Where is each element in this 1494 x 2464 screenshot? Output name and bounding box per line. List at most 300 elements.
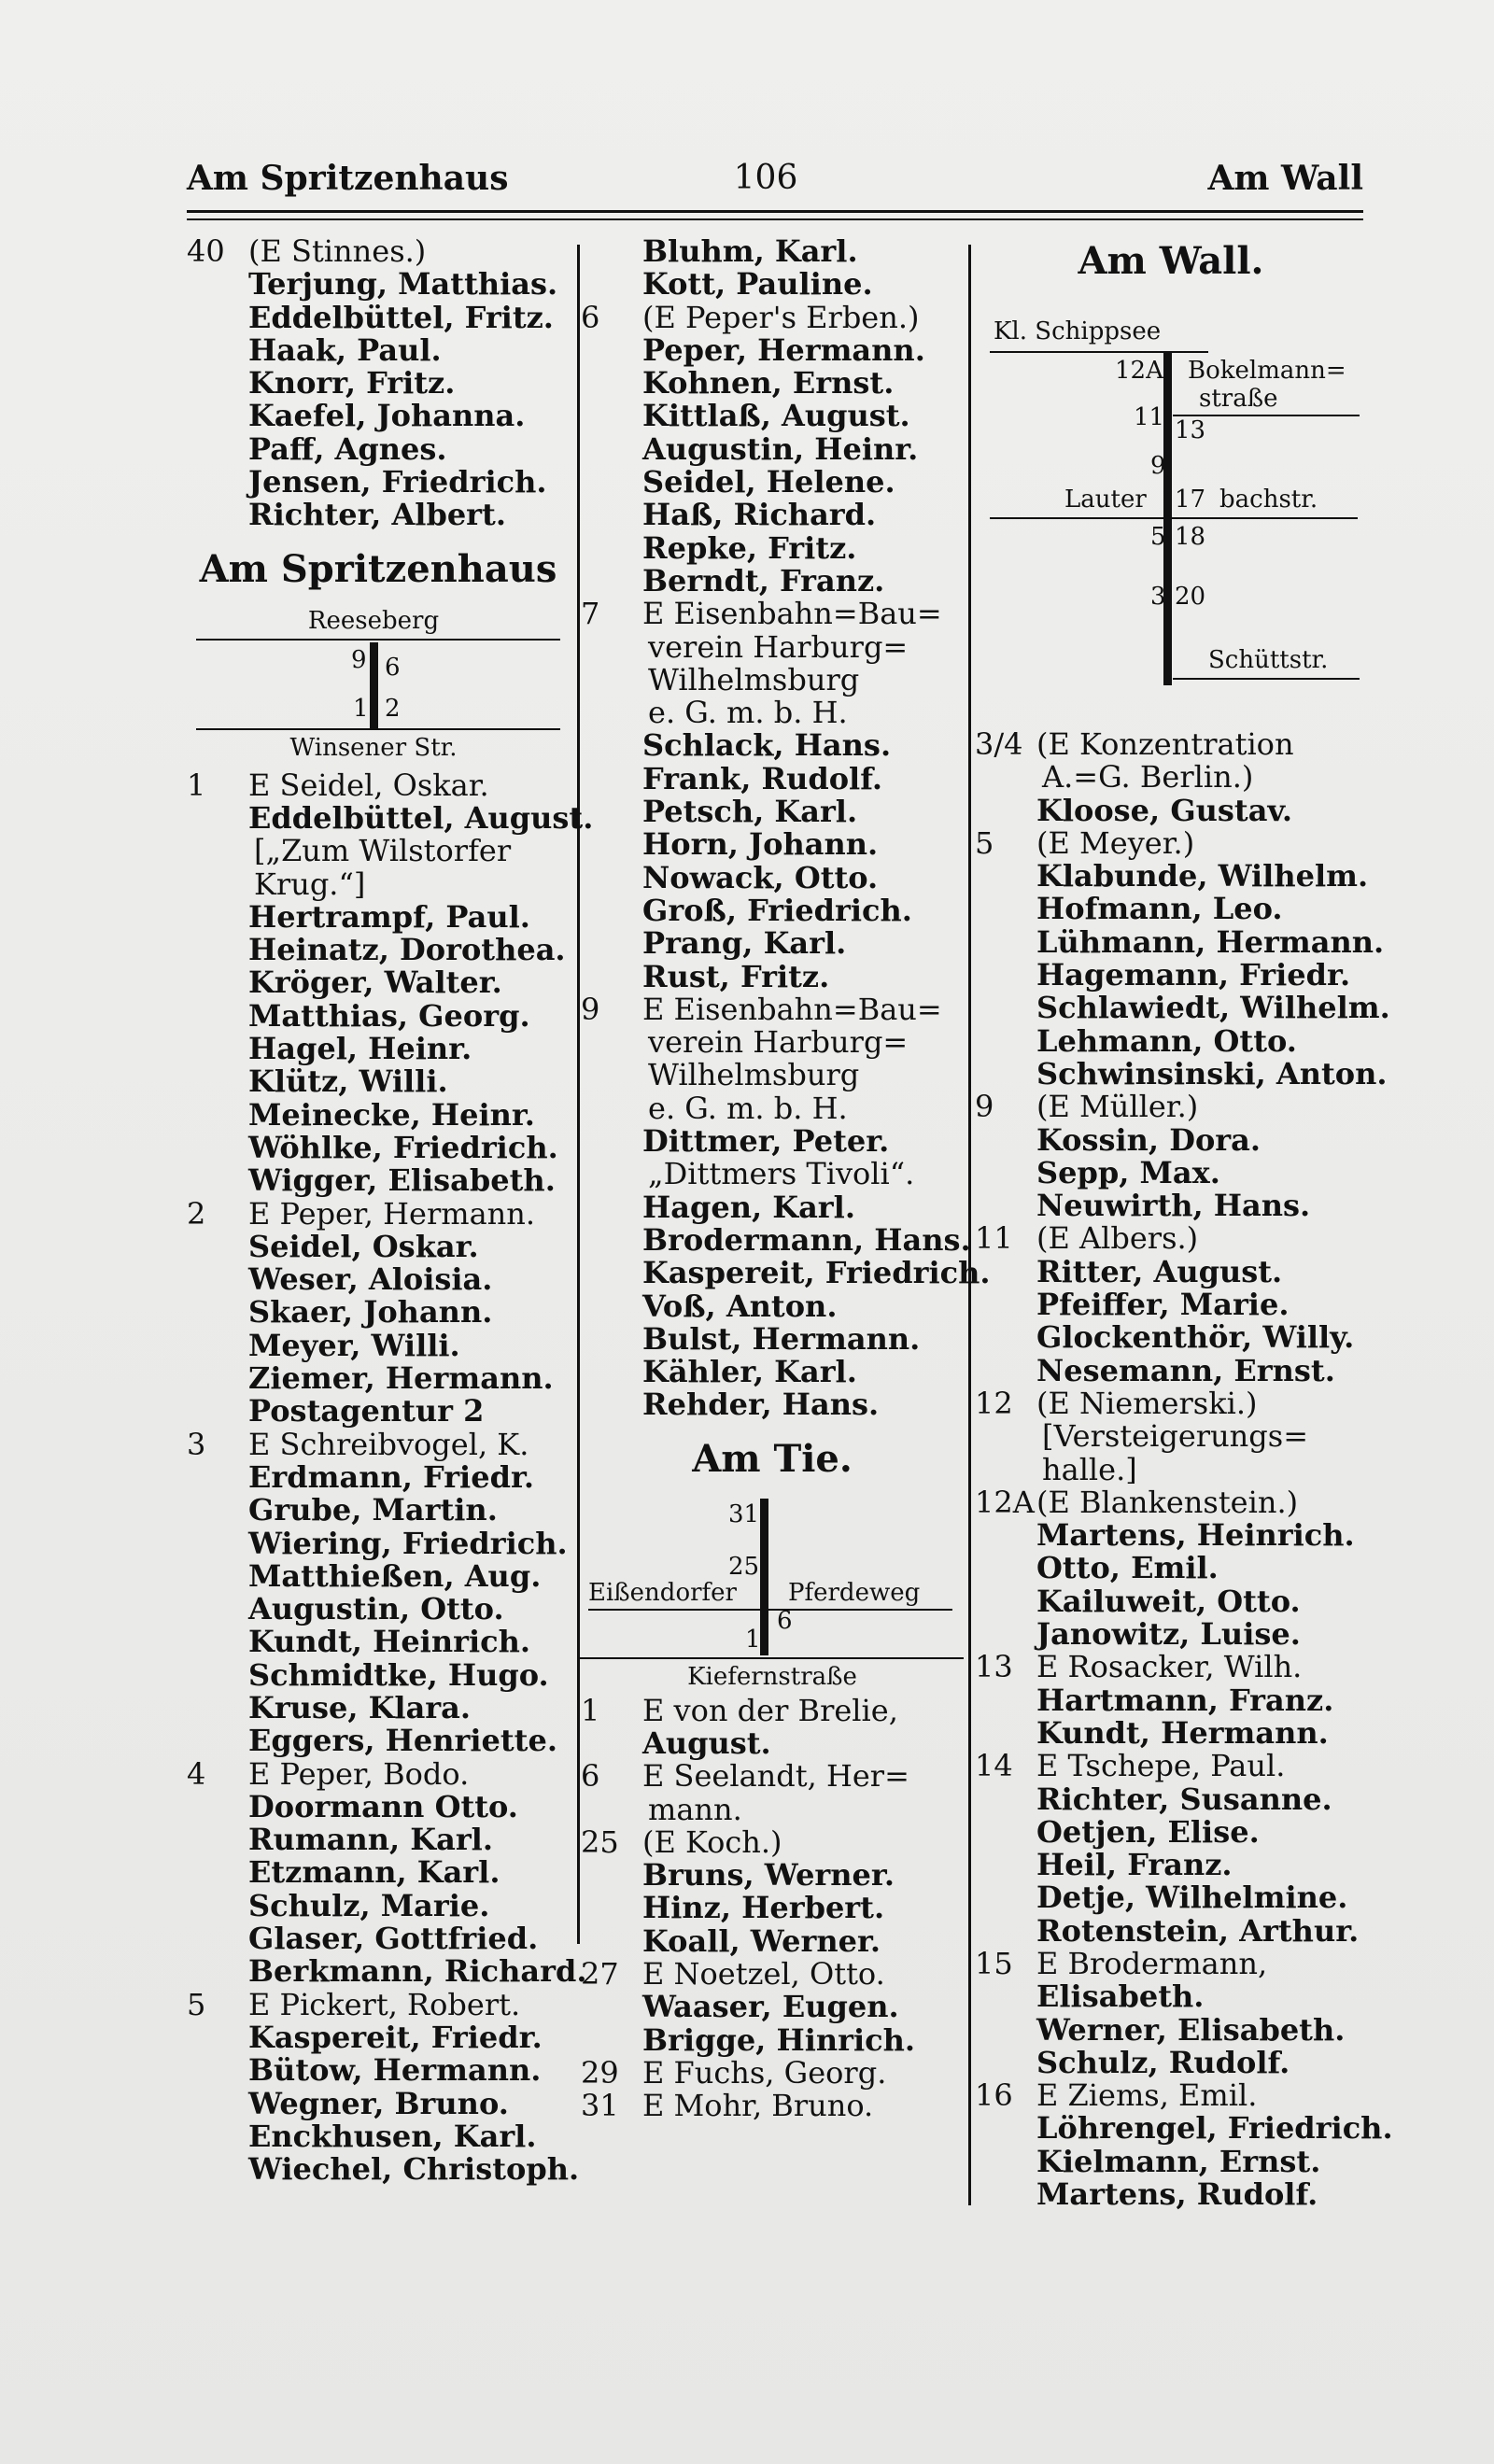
directory-entry [581,268,964,301]
directory-entry [975,1420,1367,1453]
house-number-25: 25 [728,1552,760,1581]
resident-name: Klütz, Willi. [248,1063,448,1100]
entry-text: mann. [648,1791,742,1827]
cross-street-eissendorfer: Eißendorfer [588,1578,737,1607]
directory-entry [975,1684,1367,1717]
header-rule-thin [187,218,1363,220]
house-number-5: 5 [1150,523,1166,551]
resident-name: Nowack, Otto. [642,859,879,895]
resident-name: Hofmann, Leo. [1036,891,1283,927]
house-number: 25 [581,1823,619,1860]
resident-name: Wöhlke, Friedrich. [248,1129,558,1165]
resident-name: Detje, Wilhelmine. [1036,1880,1348,1916]
column-separator-1 [577,245,580,1944]
resident-name: Meinecke, Heinr. [248,1096,535,1133]
entry-text: E Ziems, Emil. [1036,2077,1258,2114]
house-number: 2 [187,1195,206,1232]
directory-entry [187,1327,570,1363]
resident-name: Schwinsinski, Anton. [1036,1055,1388,1091]
directory-entry [581,894,964,927]
entry-text: E Pickert, Robert. [248,1986,521,2022]
resident-name: Glockenthör, Willy. [1036,1319,1355,1356]
entry-text: E Fuchs, Georg. [642,2054,887,2091]
directory-entry [187,1725,570,1757]
street-diagram-spritzenhaus [187,605,570,764]
diagram-schutt-line [1173,678,1360,680]
directory-entry [975,1750,1367,1782]
cross-street-reeseberg: Reeseberg [307,606,440,635]
resident-name: Bulst, Hermann. [642,1320,921,1357]
resident-name: Neuwirth, Hans. [1036,1188,1311,1224]
directory-entry [581,1092,964,1125]
house-number: 12 [975,1385,1013,1421]
house-number: 12A [975,1484,1035,1520]
directory-entry [581,367,964,400]
directory-entry [975,1714,1367,1751]
directory-entry [187,430,570,467]
directory-entry [581,1892,964,1924]
house-number: 16 [975,2077,1013,2114]
header-right: Am Wall [1207,159,1363,198]
directory-entry [187,1395,570,1428]
directory-entry [187,331,570,368]
house-number-17: 17 [1175,486,1206,514]
directory-entry [581,1692,964,1728]
header-left: Am Spritzenhaus [187,159,509,198]
directory-entry [975,959,1367,992]
directory-entry [581,1958,964,1991]
directory-entry [187,2085,570,2121]
col1-entries-bottom [187,767,594,2188]
resident-name: Koall, Werner. [642,1922,881,1959]
directory-entry [187,1557,570,1594]
resident-name: Kossin, Dora. [1036,1121,1261,1158]
entry-text: (E Konzentration [1036,726,1294,762]
entry-text: [Versteigerungs= [1042,1418,1308,1455]
directory-entry [187,868,570,901]
house-number-6: 6 [777,1606,793,1635]
entry-text: E Seelandt, Her= [642,1758,909,1795]
directory-entry [581,1727,964,1760]
resident-name: Brodermann, Hans. [642,1221,971,1258]
column-3 [975,235,1393,2213]
directory-entry [581,1320,964,1357]
resident-name: Klabunde, Wilhelm. [1036,858,1369,894]
resident-name: Seidel, Helene. [642,464,895,500]
col2-entries-bottom [581,1692,964,2124]
street-title-spritzenhaus: Am Spritzenhaus [199,546,557,591]
directory-entry [975,1618,1367,1651]
resident-name: Eddelbüttel, August. [248,799,594,836]
house-number: 1 [187,767,206,803]
resident-name: Schlack, Hans. [642,727,892,764]
house-number: 5 [187,1986,206,2022]
directory-entry [975,1813,1367,1850]
directory-entry [187,1922,570,1955]
resident-name: Brigge, Hinrich. [642,2021,916,2058]
directory-entry [187,1986,570,2022]
directory-entry [581,828,964,861]
entry-text: (E Müller.) [1036,1089,1199,1125]
directory-entry [975,1783,1367,1816]
house-number: 5 [975,824,994,861]
directory-entry [581,1191,964,1224]
directory-entry [187,367,570,400]
directory-entry [187,769,570,802]
resident-name: Kaefel, Johanna. [248,398,526,434]
house-number: 11 [975,1220,1013,1257]
house-number-11: 11 [1134,403,1165,431]
directory-entry [581,1158,964,1190]
resident-name: Elisabeth. [1036,1978,1205,2015]
house-number-9: 9 [1150,452,1166,480]
entry-text: E Mohr, Bruno. [642,2088,874,2124]
directory-entry [581,529,964,566]
resident-name: Terjung, Matthias. [248,266,558,303]
house-number: 6 [581,1758,600,1795]
directory-entry [975,761,1367,794]
house-number: 4 [187,1755,206,1792]
resident-name: Lehmann, Otto. [1036,1022,1297,1059]
resident-name: Augustin, Heinr. [642,430,919,467]
resident-name: Paff, Agnes. [248,430,447,467]
directory-entry [975,2110,1393,2147]
resident-name: Bütow, Hermann. [248,2052,542,2089]
resident-name: Rumann, Karl. [248,1822,493,1858]
column-1 [187,233,594,2188]
resident-name: Matthias, Georg. [248,997,530,1034]
entry-text: verein Harburg= [648,628,909,665]
entry-text: „Dittmers Tivoli“. [648,1156,915,1192]
resident-name: Frank, Rudolf. [642,760,882,796]
directory-entry [187,2120,570,2153]
directory-entry [975,1552,1367,1584]
entry-text: E Peper, Bodo. [248,1755,470,1792]
resident-name: Horn, Johann. [642,826,879,863]
resident-name: Postagentur 2 [248,1393,485,1429]
directory-entry [975,923,1385,960]
directory-entry [187,1164,570,1197]
resident-name: Kundt, Heinrich. [248,1624,530,1660]
directory-entry [581,1760,964,1793]
directory-entry [581,1991,964,2023]
entry-text: e. G. m. b. H. [648,695,848,731]
entry-text: E Tschepe, Paul. [1036,1748,1286,1784]
resident-name: Kloose, Gustav. [1036,792,1292,828]
house-number: 13 [975,1649,1013,1685]
resident-name: Grube, Martin. [248,1492,498,1528]
directory-entry [975,728,1367,761]
directory-entry [975,860,1367,893]
directory-entry [187,997,570,1034]
resident-name: Wigger, Elisabeth. [248,1162,556,1199]
resident-name: Meyer, Willi. [248,1327,460,1363]
resident-name: Rotenstein, Arthur. [1036,1912,1360,1949]
directory-entry [975,1288,1367,1321]
resident-name: Berndt, Franz. [642,562,885,598]
directory-entry [187,400,570,432]
directory-entry [581,299,964,335]
resident-name: Wiering, Friedrich. [248,1525,568,1561]
house-number-3: 3 [1150,583,1166,611]
directory-entry [975,1519,1367,1552]
resident-name: Bruns, Werner. [642,1857,895,1894]
entry-text: (E Stinnes.) [248,233,427,269]
directory-entry [975,1486,1367,1519]
resident-name: Kittlaß, August. [642,398,910,434]
directory-entry [975,1091,1367,1123]
page-number: 106 [733,159,798,197]
column-2 [581,233,991,2124]
directory-entry [581,993,964,1026]
street-title-wall: Am Wall. [1078,239,1264,283]
entry-text: verein Harburg= [648,1024,909,1061]
resident-name: Prang, Karl. [642,925,847,962]
resident-name: Oetjen, Elise. [1036,1813,1260,1850]
entry-text: E von der Brelie, [642,1692,898,1728]
directory-entry [975,1022,1367,1059]
directory-entry [187,2054,570,2087]
entry-text: E Seidel, Oskar. [248,767,489,803]
cross-street-schuettstr: Schüttstr. [1208,646,1329,674]
resident-name: Jensen, Friedrich. [248,464,547,500]
directory-entry [581,1859,964,1892]
house-number: 15 [975,1945,1013,1981]
directory-entry [187,299,570,335]
resident-name: Wegner, Bruno. [248,2085,509,2121]
house-number-6: 6 [385,653,401,682]
house-number-18: 18 [1175,523,1206,551]
house-number: 27 [581,1956,619,1992]
diagram-street-bar [760,1499,768,1655]
col3-entries [975,726,1393,2213]
resident-name: Lühmann, Hermann. [1036,923,1385,960]
house-number-2: 2 [385,694,401,723]
directory-entry [187,1458,570,1495]
resident-name: Hagemann, Friedr. [1036,957,1351,993]
resident-name: Voß, Anton. [642,1288,838,1324]
directory-entry [975,1912,1367,1949]
resident-name: Eggers, Henriette. [248,1723,557,1759]
directory-entry [975,1980,1367,2013]
directory-entry [975,1585,1367,1618]
directory-entry [581,1922,964,1959]
diagram-lauterbach-line [990,517,1358,519]
diagram-top-line [990,351,1208,353]
directory-entry [975,2044,1367,2080]
house-number-1: 1 [353,694,369,723]
entry-text: (E Koch.) [642,1823,782,1860]
resident-name: Hinz, Herbert. [642,1890,885,1926]
resident-name: Schmidtke, Hugo. [248,1656,549,1693]
resident-name: Glaser, Gottfried. [248,1921,539,1957]
directory-entry [581,661,964,697]
resident-name: Heil, Franz. [1036,1847,1233,1883]
resident-name: Kröger, Walter. [248,964,502,1001]
entry-text: e. G. m. b. H. [648,1090,848,1126]
resident-name: Peper, Hermann. [642,331,925,368]
house-number-1: 1 [745,1625,761,1654]
house-number: 3/4 [975,726,1023,762]
house-number-31: 31 [728,1500,760,1528]
directory-entry [975,990,1390,1026]
resident-name: Schulz, Marie. [248,1887,490,1923]
directory-entry [187,1788,570,1824]
directory-entry [581,430,964,467]
directory-entry [187,1494,570,1527]
directory-entry [187,1755,570,1792]
directory-entry [187,1953,587,1990]
resident-name: Löhrengel, Friedrich. [1036,2110,1393,2147]
directory-entry [581,958,964,994]
directory-entry [975,2011,1367,2048]
directory-entry [975,1321,1367,1354]
entry-text: (E Blankenstein.) [1036,1484,1299,1520]
resident-name: Kaspereit, Friedrich. [642,1255,991,1291]
directory-entry [187,966,570,999]
resident-name: Rust, Fritz. [642,958,830,994]
entry-text: E Eisenbahn=Bau= [642,991,942,1027]
entry-text: [„Zum Wilstorfer [254,833,512,869]
resident-name: Weser, Aloisia. [248,1261,493,1298]
directory-entry [581,628,964,665]
directory-entry [187,1426,570,1462]
directory-entry [187,1228,570,1264]
directory-entry [581,1255,991,1291]
directory-entry [187,898,570,935]
diagram-street-bar [370,642,378,728]
directory-entry [975,1849,1367,1881]
directory-entry [187,1887,570,1923]
directory-entry [187,1096,570,1133]
directory-entry [975,893,1367,925]
house-number: 7 [581,596,600,632]
resident-name: Kruse, Klara. [248,1689,472,1725]
resident-name: Kielmann, Ernst. [1036,2143,1321,2179]
entry-text: Wilhelmsburg [648,661,860,697]
directory-entry [975,1253,1367,1289]
resident-name: Etzmann, Karl. [248,1854,500,1891]
directory-entry [581,2090,964,2122]
directory-entry [187,1296,570,1329]
resident-name: Ritter, August. [1036,1253,1283,1289]
resident-name: Heinatz, Dorothea. [248,932,566,968]
directory-entry [187,1689,570,1725]
cross-street-lauter: Lauter [1064,486,1147,514]
directory-entry [581,1388,964,1421]
entry-text: E Rosacker, Wilh. [1036,1649,1303,1685]
header-rule-thick [187,210,1363,213]
directory-entry [187,2151,580,2188]
directory-entry [975,2079,1367,2112]
entry-text: Krug.“] [254,866,366,902]
directory-entry [581,1290,964,1323]
diagram-bottom-line [196,728,560,730]
directory-entry [581,2054,964,2091]
directory-entry [975,1881,1367,1914]
street-diagram-wall [975,317,1367,728]
directory-entry [187,835,570,867]
directory-entry [975,1352,1367,1388]
directory-entry [187,466,570,499]
directory-entry [975,1222,1367,1255]
cross-street-winsener: Winsener Str. [289,733,458,762]
resident-name: Groß, Friedrich. [642,892,912,928]
entry-text: E Noetzel, Otto. [642,1956,885,1992]
house-number-12a: 12A [1115,357,1163,385]
house-number: 6 [581,299,600,335]
house-number: 9 [975,1089,994,1125]
resident-name: Hertrampf, Paul. [248,898,530,935]
resident-name: Berkmann, Richard. [248,1953,587,1990]
directory-entry [975,1121,1367,1158]
diagram-street-bar [1163,353,1172,685]
resident-name: Ziemer, Hermann. [248,1360,554,1397]
directory-entry [187,1656,570,1693]
resident-name: Pfeiffer, Marie. [1036,1287,1290,1323]
directory-entry [581,697,964,729]
directory-entry [581,1059,964,1091]
resident-name: Erdmann, Friedr. [248,1458,534,1495]
entry-text: Wilhelmsburg [648,1057,860,1093]
directory-entry [975,1945,1367,1981]
directory-entry [187,1593,570,1626]
directory-entry [975,2178,1367,2211]
resident-name: Haak, Paul. [248,331,442,368]
resident-name: Hartmann, Franz. [1036,1682,1334,1718]
entry-text: E Eisenbahn=Bau= [642,596,942,632]
entry-text: E Schreibvogel, K. [248,1426,529,1462]
resident-name: Wiechel, Christoph. [248,2151,580,2188]
entry-text: A.=G. Berlin.) [1042,759,1254,796]
directory-entry [187,934,570,966]
resident-name: Kott, Pauline. [642,266,873,303]
resident-name: Rehder, Hans. [642,1387,880,1423]
entry-text: (E Meyer.) [1036,824,1195,861]
directory-entry [975,1190,1367,1222]
house-number: 9 [581,991,600,1027]
directory-entry [581,331,964,368]
resident-name: Kähler, Karl. [642,1354,857,1390]
directory-entry [581,1823,964,1860]
directory-entry [187,1033,570,1065]
col2-entries-top [581,233,991,1423]
resident-name: Seidel, Oskar. [248,1228,479,1264]
diagram-middle-line [588,1609,952,1611]
resident-name: Kundt, Hermann. [1036,1714,1329,1751]
directory-entry [581,466,964,499]
resident-name: Kohnen, Ernst. [642,365,895,401]
street-diagram-tie [581,1493,964,1691]
entry-text: halle.] [1042,1451,1137,1487]
resident-name: Werner, Elisabeth. [1036,2011,1346,2048]
directory-entry [581,859,964,895]
street-title-tie: Am Tie. [692,1436,853,1481]
directory-entry [187,235,570,268]
directory-entry [187,268,570,301]
entry-text: E Brodermann, [1036,1945,1268,1981]
cross-street-kl-schippsee: Kl. Schippsee [994,317,1162,345]
directory-entry [581,598,964,630]
resident-name: Janowitz, Luise. [1036,1616,1301,1653]
resident-name: Hagen, Karl. [642,1189,855,1225]
directory-entry [581,1356,964,1388]
diagram-bottom-line [577,1657,964,1659]
diagram-top-line [196,639,560,641]
directory-entry [975,1387,1367,1420]
directory-entry [581,1791,964,1827]
resident-name: Enckhusen, Karl. [248,2118,537,2154]
